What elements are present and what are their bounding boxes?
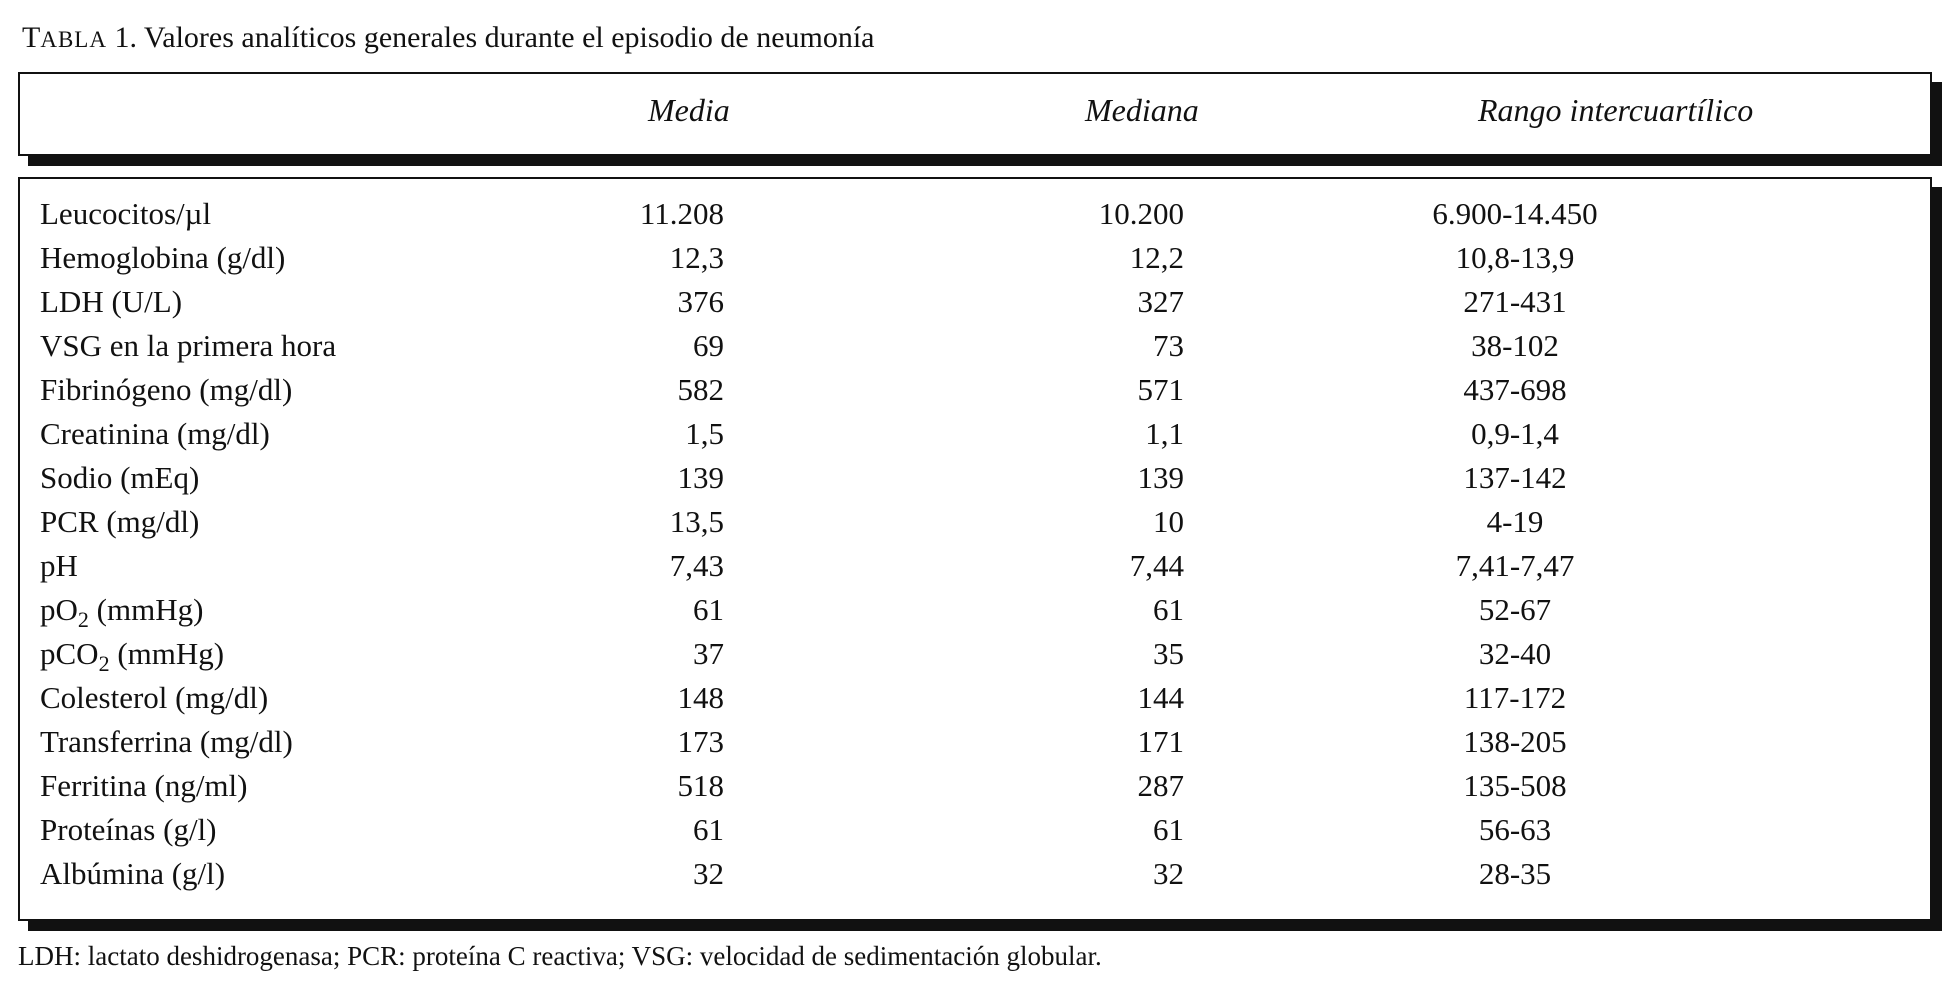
row-mediana: 35 bbox=[1153, 636, 1184, 671]
row-label-sub: 2 bbox=[98, 651, 110, 676]
row-mediana: 139 bbox=[1137, 460, 1184, 495]
row-media: 376 bbox=[677, 284, 724, 319]
row-rango: 137-142 bbox=[1463, 460, 1567, 495]
row-mediana: 32 bbox=[1153, 856, 1184, 891]
row-label: LDH (U/L) bbox=[40, 284, 183, 319]
row-label-sub: 2 bbox=[77, 607, 89, 632]
header-rango: Rango intercuartílico bbox=[1478, 92, 1754, 128]
row-media: 139 bbox=[677, 460, 724, 495]
row-label: PCR (mg/dl) bbox=[40, 504, 200, 539]
row-mediana: 61 bbox=[1153, 812, 1184, 847]
row-media: 7,43 bbox=[669, 548, 724, 583]
table-row bbox=[20, 412, 1930, 456]
row-mediana: 171 bbox=[1137, 724, 1184, 759]
row-media: 69 bbox=[693, 328, 724, 363]
row-media: 518 bbox=[677, 768, 724, 803]
row-label: Creatinina (mg/dl) bbox=[40, 416, 270, 451]
header-mediana: Mediana bbox=[1085, 92, 1199, 128]
header-media: Media bbox=[648, 92, 730, 128]
row-label-pre: pCO bbox=[40, 636, 99, 671]
row-rango: 6.900-14.450 bbox=[1432, 196, 1598, 231]
table-row bbox=[20, 500, 1930, 544]
row-mediana: 73 bbox=[1153, 328, 1184, 363]
table-row bbox=[20, 808, 1930, 852]
row-mediana: 10.200 bbox=[1098, 196, 1184, 231]
row-mediana: 12,2 bbox=[1129, 240, 1184, 275]
row-rango: 135-508 bbox=[1463, 768, 1567, 803]
row-label: Ferritina (ng/ml) bbox=[40, 768, 248, 803]
row-rango: 38-102 bbox=[1471, 328, 1559, 363]
row-media: 1,5 bbox=[685, 416, 724, 451]
row-label: Hemoglobina (g/dl) bbox=[40, 240, 286, 275]
row-rango: 437-698 bbox=[1463, 372, 1567, 407]
row-rango: 28-35 bbox=[1478, 856, 1552, 891]
row-mediana: 10 bbox=[1153, 504, 1184, 539]
table-row bbox=[20, 720, 1930, 764]
row-media: 61 bbox=[693, 592, 724, 627]
row-label: Albúmina (g/l) bbox=[40, 856, 226, 891]
row-label: Leucocitos/µl bbox=[40, 196, 212, 231]
row-rango: 4-19 bbox=[1486, 504, 1544, 539]
table-row bbox=[20, 280, 1930, 324]
row-media: 32 bbox=[693, 856, 724, 891]
table-row bbox=[20, 676, 1930, 720]
row-label: Colesterol (mg/dl) bbox=[40, 680, 269, 715]
table-row bbox=[20, 456, 1930, 500]
row-mediana: 7,44 bbox=[1129, 548, 1184, 583]
row-label: pH bbox=[40, 548, 78, 583]
table-row bbox=[20, 544, 1930, 588]
row-media: 148 bbox=[677, 680, 724, 715]
row-media: 582 bbox=[677, 372, 724, 407]
table-row bbox=[20, 324, 1930, 368]
row-media: 11.208 bbox=[639, 196, 724, 231]
table-row bbox=[20, 236, 1930, 280]
row-label: VSG en la primera hora bbox=[40, 328, 337, 363]
table-row bbox=[20, 368, 1930, 412]
row-rango: 117-172 bbox=[1463, 680, 1567, 715]
row-rango: 10,8-13,9 bbox=[1455, 240, 1575, 275]
table-row bbox=[20, 632, 1930, 676]
row-rango: 7,41-7,47 bbox=[1455, 548, 1575, 583]
row-label bbox=[40, 588, 203, 632]
table-header bbox=[18, 72, 1932, 156]
row-label: Proteínas (g/l) bbox=[40, 812, 217, 847]
row-label: Fibrinógeno (mg/dl) bbox=[40, 372, 293, 407]
table-body bbox=[18, 177, 1932, 921]
row-mediana: 287 bbox=[1137, 768, 1184, 803]
row-rango: 271-431 bbox=[1463, 284, 1567, 319]
row-rango: 0,9-1,4 bbox=[1471, 416, 1559, 451]
caption-label-initial: T bbox=[22, 21, 41, 54]
row-media: 13,5 bbox=[669, 504, 724, 539]
row-media: 12,3 bbox=[669, 240, 724, 275]
row-label-post: (mmHg) bbox=[88, 592, 204, 627]
row-mediana: 571 bbox=[1137, 372, 1184, 407]
row-mediana: 1,1 bbox=[1145, 416, 1184, 451]
row-label-post: (mmHg) bbox=[109, 636, 225, 671]
row-rango: 56-63 bbox=[1478, 812, 1552, 847]
caption-title: Valores analíticos generales durante el episodio de neumonía bbox=[143, 21, 875, 54]
table-row bbox=[20, 588, 1930, 632]
caption-number: 1. bbox=[114, 21, 137, 54]
row-rango: 52-67 bbox=[1478, 592, 1552, 627]
row-label bbox=[40, 632, 224, 676]
row-rango: 32-40 bbox=[1478, 636, 1552, 671]
row-media: 61 bbox=[693, 812, 724, 847]
table-caption bbox=[22, 18, 875, 60]
row-mediana: 327 bbox=[1137, 284, 1184, 319]
caption-label-rest: ABLA bbox=[40, 27, 107, 52]
row-label-pre: pO bbox=[40, 592, 78, 627]
table-row bbox=[20, 852, 1930, 896]
row-rango: 138-205 bbox=[1463, 724, 1567, 759]
row-label: Transferrina (mg/dl) bbox=[40, 724, 293, 759]
table-row bbox=[20, 192, 1930, 236]
table-row bbox=[20, 764, 1930, 808]
row-mediana: 61 bbox=[1153, 592, 1184, 627]
row-media: 37 bbox=[693, 636, 724, 671]
table-rows bbox=[20, 192, 1930, 896]
row-mediana: 144 bbox=[1137, 680, 1184, 715]
table-footnote: LDH: lactato deshidrogenasa; PCR: proteína C reactiva; VSG: velocidad de sedimentación globular. bbox=[18, 941, 1102, 971]
row-label: Sodio (mEq) bbox=[40, 460, 200, 495]
row-media: 173 bbox=[677, 724, 724, 759]
